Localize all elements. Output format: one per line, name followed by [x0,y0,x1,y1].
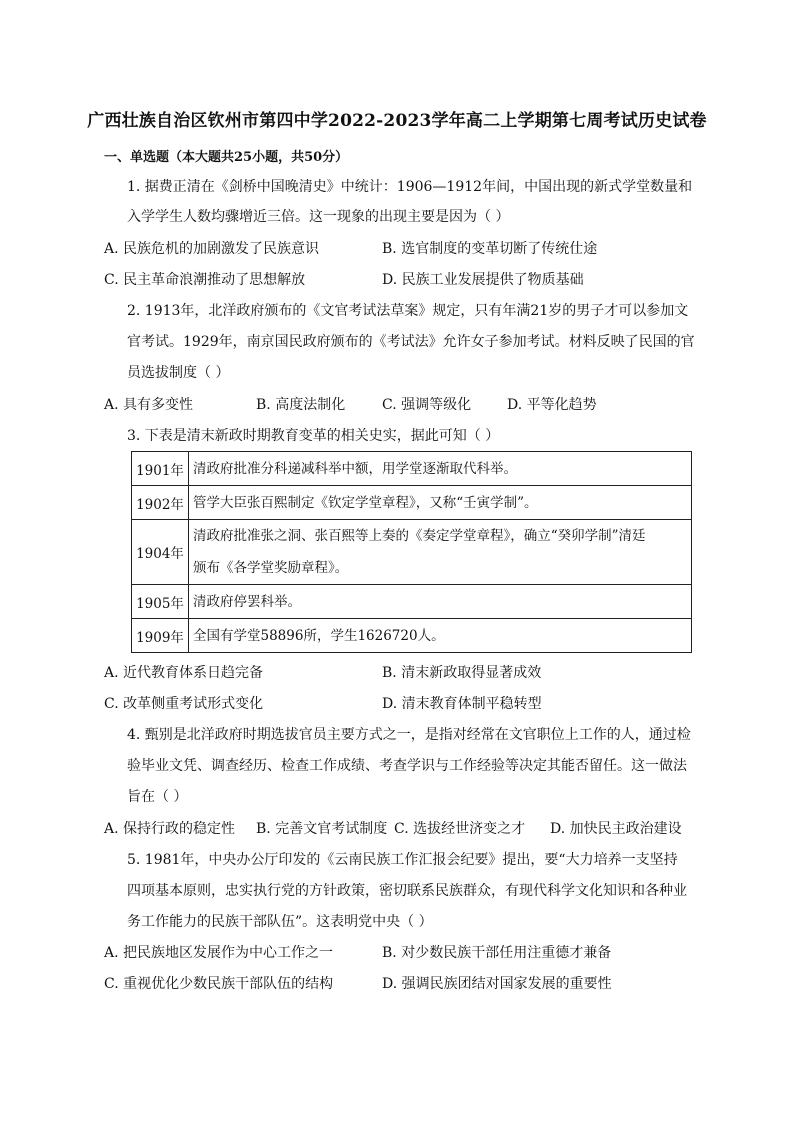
q3-option-d[interactable]: D. 清末教育体制平稳转型 [382,696,542,712]
section-heading: 一、单选题（本大题共25小题，共50分） [104,150,349,165]
q5-stem-line-3: 务工作能力的民族干部队伍”。这表明党中央（ ） [127,914,433,930]
table-year-cell: 1905年 [132,585,189,619]
table-year-cell: 1904年 [132,520,189,585]
q3-option-a[interactable]: A. 近代教育体系日趋完备 [104,665,264,681]
q4-option-b[interactable]: B. 完善文官考试制度 [256,821,388,837]
table-row [132,619,692,653]
q2-option-d[interactable]: D. 平等化趋势 [507,397,597,413]
table-event-text: 管学大臣张百熙制定《钦定学堂章程》，又称“壬寅学制”。 [193,494,538,511]
q1-stem-line-2: 入学学生人数均骤增近三倍。这一现象的出现主要是因为（ ） [127,209,510,225]
q2-stem-line-2: 官考试。1929年，南京国民政府颁布的《考试法》允许女子参加考试。材料反映了民国的官 [127,334,695,350]
q4-option-a[interactable]: A. 保持行政的稳定性 [104,821,236,837]
q1-option-c[interactable]: C. 民主革命浪潮推动了思想解放 [104,272,306,288]
table-event-text: 清政府停罢科举。 [193,593,301,610]
table-event-text: 清政府批准张之洞、张百熙等上奏的《奏定学堂章程》，确立“癸卯学制”清廷 [193,528,646,544]
table-event-cell [189,619,692,653]
q1-option-b[interactable]: B. 选官制度的变革切断了传统仕途 [382,241,598,257]
q2-option-c[interactable]: C. 强调等级化 [382,397,472,413]
table-row [132,452,692,486]
q5-option-c[interactable]: C. 重视优化少数民族干部队伍的结构 [104,976,334,992]
q2-stem-line-3: 员选拔制度（ ） [127,365,230,381]
q5-option-d[interactable]: D. 强调民族团结对国家发展的重要性 [382,976,612,992]
history-table [131,451,692,653]
q3-stem-line-1: 3. 下表是清末新政时期教育变革的相关史实，据此可知（ ） [127,428,500,444]
table-event-text: 全国有学堂58896所，学生1626720人。 [193,627,445,644]
table-year-cell: 1901年 [132,452,189,486]
table-event-text: 颁布《各学堂奖励章程》。 [193,560,349,576]
table-event-cell [189,452,692,486]
table-year-cell: 1909年 [132,619,189,653]
q5-stem-line-1: 5. 1981年，中央办公厅印发的《云南民族工作汇报会纪要》提出，要“大力培养一支坚持 [127,852,678,868]
q5-option-a[interactable]: A. 把民族地区发展作为中心工作之一 [104,945,334,961]
q3-option-c[interactable]: C. 改革侧重考试形式变化 [104,696,264,712]
table-event-cell [189,520,692,585]
table-event-cell [189,585,692,619]
q4-stem-line-1: 4. 甄别是北洋政府时期选拔官员主要方式之一，是指对经常在文官职位上工作的人，通过检 [127,727,691,743]
q2-option-b[interactable]: B. 高度法制化 [256,397,346,413]
table-year-cell: 1902年 [132,486,189,520]
q1-stem-line-1: 1. 据费正清在《剑桥中国晚清史》中统计：1906—1912年间，中国出现的新式学堂数量和 [127,179,693,195]
q4-option-d[interactable]: D. 加快民主政治建设 [550,821,682,837]
q5-stem-line-2: 四项基本原则，忠实执行党的方针政策，密切联系民族群众，有现代科学文化知识和各种业 [127,883,687,899]
exam-title: 广西壮族自治区钦州市第四中学2022-2023学年高二上学期第七周考试历史试卷 [87,111,707,131]
q2-stem-line-1: 2. 1913年，北洋政府颁布的《文官考试法草案》规定，只有年满21岁的男子才可以参加文 [127,303,689,319]
q4-option-c[interactable]: C. 选拔经世济变之才 [394,821,526,837]
table-event-cell [189,486,692,520]
q1-option-a[interactable]: A. 民族危机的加剧激发了民族意识 [104,241,320,257]
table-event-text: 清政府批准分科递减科举中额，用学堂逐渐取代科举。 [193,460,517,477]
q1-option-d[interactable]: D. 民族工业发展提供了物质基础 [382,272,584,288]
q4-stem-line-2: 验毕业文凭、调查经历、检查工作成绩、考查学识与工作经验等决定其能否留任。这一做法 [127,758,687,774]
q3-option-b[interactable]: B. 清末新政取得显著成效 [382,665,542,681]
q4-stem-line-3: 旨在（ ） [127,789,188,805]
q2-option-a[interactable]: A. 具有多变性 [104,397,194,413]
table-row [132,585,692,619]
q5-option-b[interactable]: B. 对少数民族干部任用注重德才兼备 [382,945,612,961]
table-row [132,486,692,520]
table-row [132,520,692,585]
